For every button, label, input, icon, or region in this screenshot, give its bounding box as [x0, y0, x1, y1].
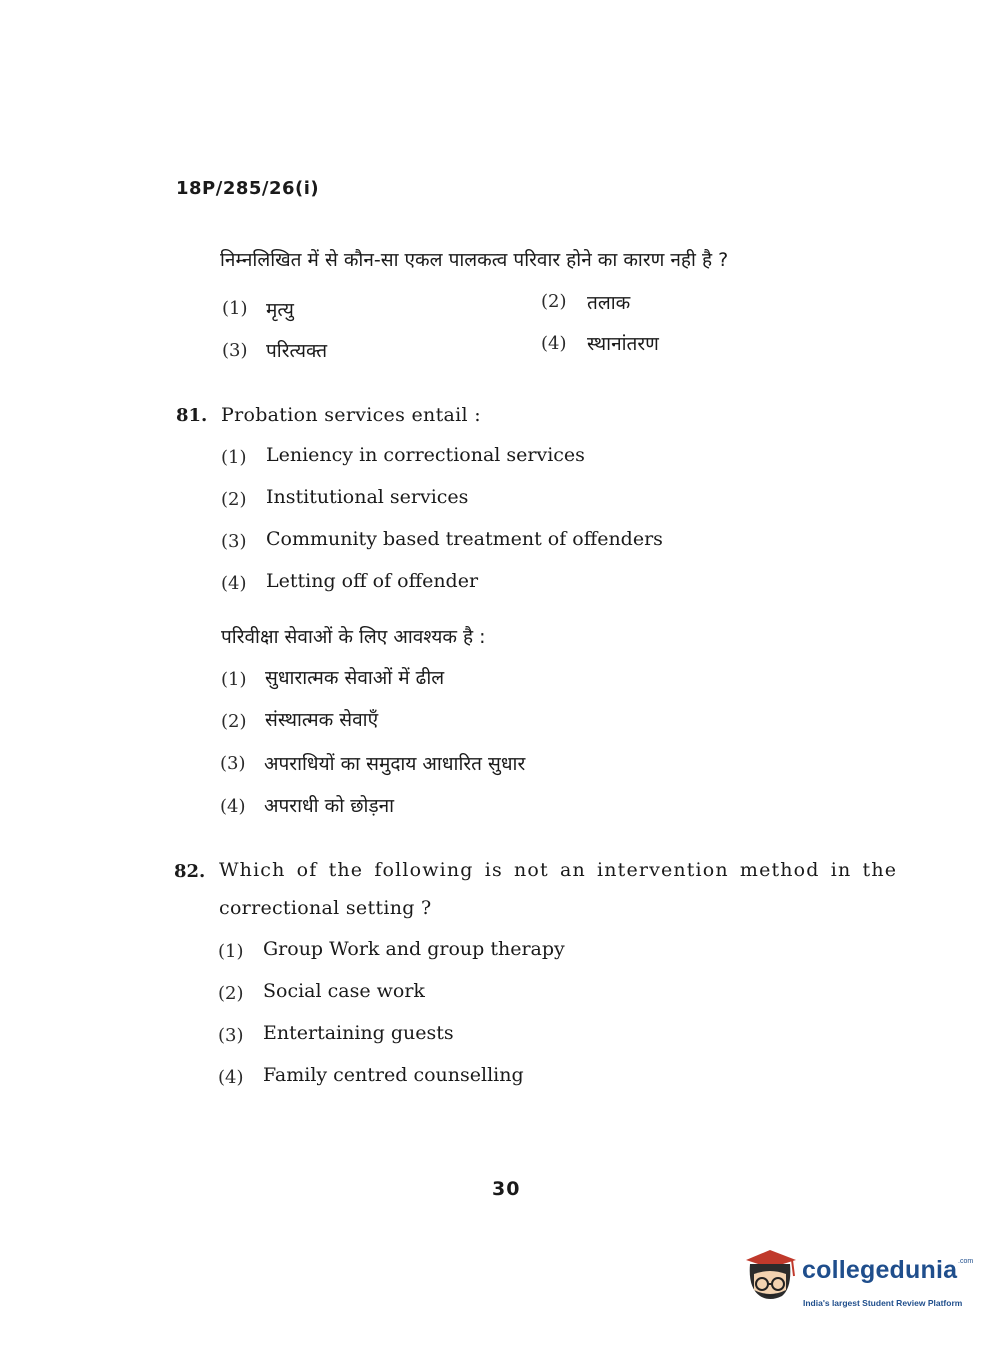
option-text: तलाक [587, 292, 631, 314]
option-text: Entertaining guests [263, 1022, 454, 1044]
question-number: 81. [176, 405, 208, 426]
option-number: (3) [220, 753, 246, 774]
collegedunia-logo [740, 1248, 974, 1318]
mascot-icon [740, 1248, 800, 1312]
question-number: 82. [174, 861, 206, 882]
option-number: (2) [218, 983, 244, 1004]
option-number: (3) [222, 340, 248, 361]
question-80-hindi-text: निम्नलिखित में से कौन-सा एकल पालकत्व परिवार होने का कारण नही है ? [220, 249, 729, 271]
option-text: Social case work [263, 980, 425, 1002]
option-text: Family centred counselling [263, 1064, 524, 1086]
option-text: संस्थात्मक सेवाएँ [265, 709, 379, 731]
option-number: (1) [218, 941, 244, 962]
option-number: (3) [218, 1025, 244, 1046]
option-number: (1) [222, 298, 248, 319]
option-text: सुधारात्मक सेवाओं में ढील [265, 667, 445, 689]
option-text: Letting off of offender [266, 570, 479, 592]
question-82-text-line2: correctional setting ? [219, 897, 432, 919]
option-number: (4) [220, 796, 246, 817]
question-82-text-line1: Which of the following is not an intervention method in the [219, 859, 898, 881]
option-text: Group Work and group therapy [263, 938, 565, 960]
logo-wordmark: collegedunia [802, 1256, 958, 1284]
option-number: (4) [541, 333, 567, 354]
option-text: अपराधी को छोड़ना [264, 795, 395, 817]
page-number: 30 [492, 1178, 521, 1200]
option-text: Institutional services [266, 486, 469, 508]
option-text: अपराधियों का समुदाय आधारित सुधार [264, 753, 526, 775]
option-number: (1) [221, 447, 247, 468]
option-number: (4) [218, 1067, 244, 1088]
paper-code: 18P/285/26(i) [176, 178, 320, 199]
option-number: (4) [221, 573, 247, 594]
option-number: (1) [221, 669, 247, 690]
option-text: मृत्यु [266, 299, 294, 321]
option-text: परित्यक्त [266, 340, 328, 362]
logo-tagline: India's largest Student Review Platform [803, 1298, 963, 1308]
option-number: (2) [221, 711, 247, 732]
question-81-hindi-text: परिवीक्षा सेवाओं के लिए आवश्यक है : [221, 626, 486, 648]
option-number: (2) [541, 291, 567, 312]
logo-suffix: .com [958, 1258, 974, 1265]
option-number: (2) [221, 489, 247, 510]
option-number: (3) [221, 531, 247, 552]
option-text: Community based treatment of offenders [266, 528, 663, 550]
option-text: स्थानांतरण [587, 333, 659, 355]
option-text: Leniency in correctional services [266, 444, 585, 466]
question-81-text: Probation services entail : [221, 404, 481, 426]
